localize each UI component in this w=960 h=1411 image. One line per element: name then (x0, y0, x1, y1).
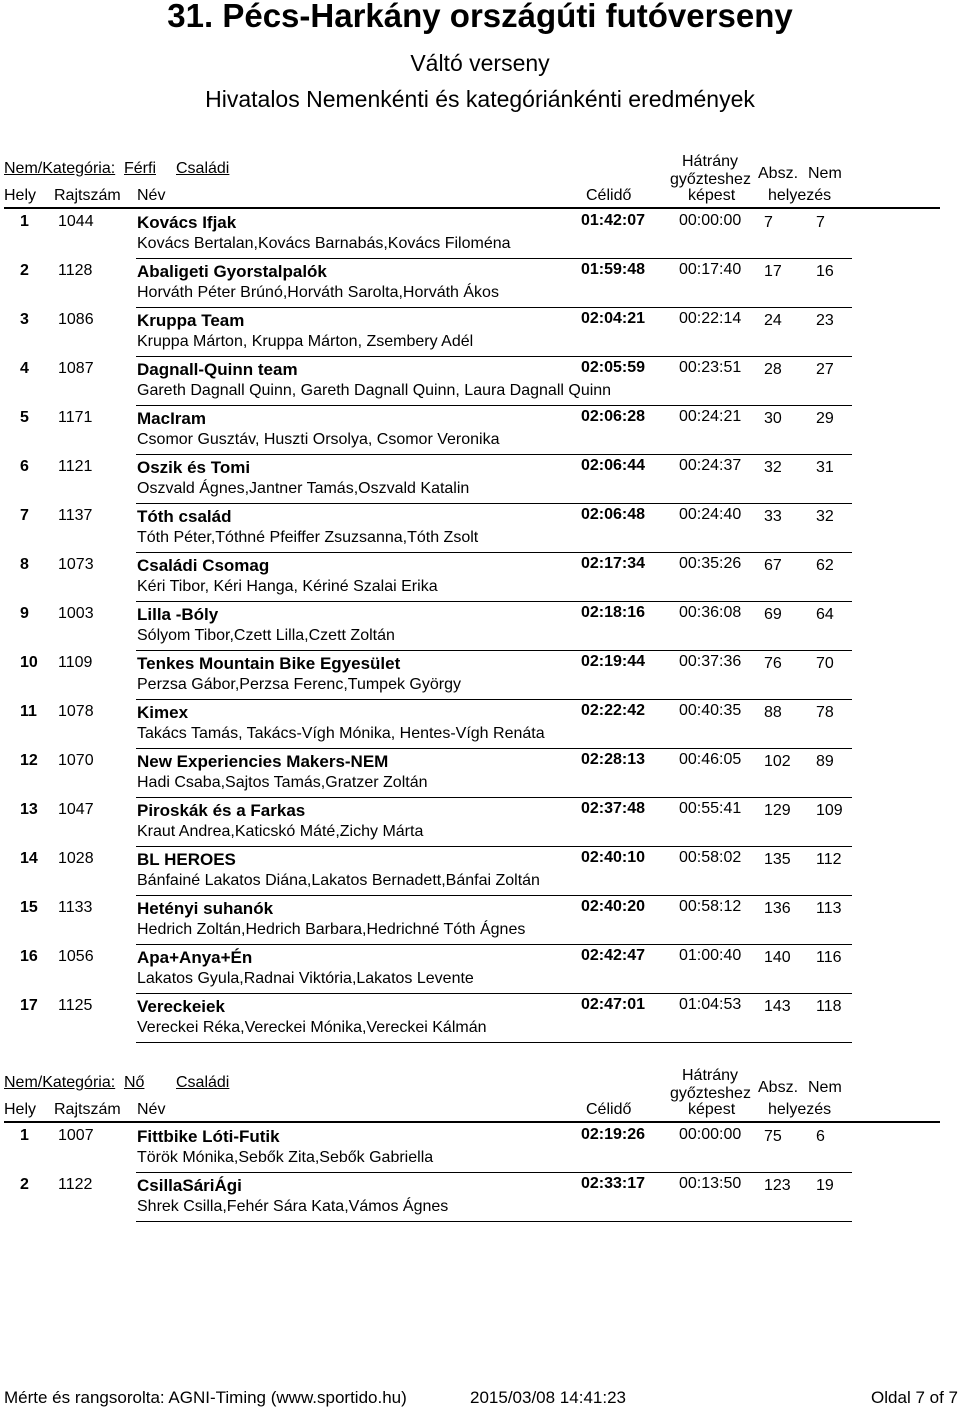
result-place: 9 (20, 605, 29, 622)
result-gender-place: 31 (816, 459, 834, 476)
result-team-members: Török Mónika,Sebők Zita,Sebők Gabriella (137, 1149, 434, 1166)
result-place: 16 (20, 948, 38, 965)
column-header-gyozteshez: győzteshez (670, 1085, 751, 1102)
footer-timestamp: 2015/03/08 14:41:23 (470, 1388, 626, 1407)
result-team-members: Shrek Csilla,Fehér Sára Kata,Vámos Ágnes (137, 1198, 449, 1215)
result-gender-place: 23 (816, 312, 834, 329)
result-row (0, 407, 960, 456)
result-bib: 1137 (58, 507, 93, 524)
category-name: Családi (176, 1074, 230, 1091)
result-finish-time: 02:47:01 (581, 996, 646, 1013)
column-header-hely: Hely (4, 187, 37, 204)
result-time-behind: 00:00:00 (679, 1126, 742, 1143)
result-finish-time: 01:59:48 (581, 261, 646, 278)
result-team-name: Piroskák és a Farkas (137, 801, 306, 820)
result-row (0, 995, 960, 1044)
column-header-rajtszam: Rajtszám (54, 1101, 121, 1118)
result-row (0, 652, 960, 701)
result-bib: 1070 (58, 752, 94, 769)
category-label: Nem/Kategória: (4, 160, 116, 177)
row-divider (136, 503, 852, 504)
column-header-kepest: képest (688, 1101, 736, 1118)
result-team-members: Csomor Gusztáv, Huszti Orsolya, Csomor Veronika (137, 431, 500, 448)
result-team-name: Lilla -Bóly (137, 605, 219, 624)
footer-credit: Mérte és rangsorolta: AGNI-Timing (www.sportido.hu) (4, 1388, 407, 1407)
row-divider (136, 944, 852, 945)
result-row (0, 1125, 960, 1174)
result-team-members: Gareth Dagnall Quinn, Gareth Dagnall Quinn, Laura Dagnall Quinn (137, 382, 612, 399)
result-time-behind: 00:36:08 (679, 604, 742, 621)
result-gender-place: 64 (816, 606, 834, 623)
result-row (0, 701, 960, 750)
result-time-behind: 00:23:51 (679, 359, 742, 376)
row-divider (136, 1042, 852, 1043)
results-list (0, 1125, 960, 1223)
result-overall-place: 69 (764, 606, 782, 623)
result-team-name: Kruppa Team (137, 311, 245, 330)
result-team-members: Hedrich Zoltán,Hedrich Barbara,Hedrichné Tóth Ágnes (137, 921, 526, 938)
result-overall-place: 67 (764, 557, 782, 574)
result-finish-time: 02:28:13 (581, 751, 646, 768)
results-section-no (0, 1067, 960, 1215)
result-time-behind: 00:24:37 (679, 457, 742, 474)
result-overall-place: 88 (764, 704, 782, 721)
result-overall-place: 76 (764, 655, 782, 672)
result-row (0, 1174, 960, 1223)
page-subtitle: Váltó verseny (410, 50, 550, 76)
result-team-name: Tenkes Mountain Bike Egyesület (137, 654, 401, 673)
result-bib: 1128 (58, 262, 93, 279)
result-gender-place: 6 (816, 1128, 825, 1145)
result-bib: 1003 (58, 605, 94, 622)
result-place: 10 (20, 654, 38, 671)
category-label: Nem/Kategória: (4, 1074, 116, 1091)
result-overall-place: 129 (764, 802, 791, 819)
result-finish-time: 02:06:28 (581, 408, 646, 425)
result-team-name: BL HEROES (137, 850, 236, 869)
row-divider (136, 405, 852, 406)
result-row (0, 897, 960, 946)
result-row (0, 848, 960, 897)
column-header-nev: Név (137, 187, 166, 204)
column-header-nem: Nem (808, 165, 842, 182)
result-place: 17 (20, 997, 38, 1014)
result-bib: 1056 (58, 948, 94, 965)
result-gender-place: 118 (816, 998, 842, 1015)
column-header-nev: Név (137, 1101, 166, 1118)
row-divider (136, 356, 852, 357)
row-divider (136, 699, 852, 700)
result-time-behind: 00:24:21 (679, 408, 742, 425)
result-overall-place: 143 (764, 998, 791, 1015)
result-team-name: New Experiencies Makers-NEM (137, 752, 389, 771)
result-place: 7 (20, 507, 29, 524)
column-header-helyezes: helyezés (768, 187, 832, 204)
result-bib: 1044 (58, 213, 94, 230)
result-team-name: Kimex (137, 703, 189, 722)
result-team-name: Dagnall-Quinn team (137, 360, 298, 379)
result-overall-place: 7 (764, 214, 773, 231)
result-time-behind: 01:00:40 (679, 947, 742, 964)
row-divider (136, 454, 852, 455)
result-bib: 1122 (58, 1176, 93, 1193)
column-header-gyozteshez: győzteshez (670, 171, 751, 188)
category-gender: Nő (124, 1074, 145, 1091)
result-gender-place: 19 (816, 1177, 834, 1194)
result-time-behind: 00:00:00 (679, 212, 742, 229)
row-divider (136, 993, 852, 994)
section-header (0, 153, 960, 205)
result-gender-place: 78 (816, 704, 834, 721)
result-bib: 1087 (58, 360, 94, 377)
result-finish-time: 02:40:10 (581, 849, 646, 866)
result-finish-time: 02:33:17 (581, 1175, 646, 1192)
column-header-absz: Absz. (758, 1079, 799, 1096)
result-finish-time: 02:19:44 (581, 653, 646, 670)
result-row (0, 799, 960, 848)
column-header-absz: Absz. (758, 165, 799, 182)
result-bib: 1125 (58, 997, 93, 1014)
result-team-name: CsillaSáriÁgi (137, 1176, 242, 1195)
result-overall-place: 28 (764, 361, 782, 378)
result-bib: 1073 (58, 556, 94, 573)
column-header-hatrany: Hátrány (682, 153, 739, 170)
column-header-hatrany: Hátrány (682, 1067, 739, 1084)
result-time-behind: 00:46:05 (679, 751, 742, 768)
result-overall-place: 32 (764, 459, 782, 476)
category-gender: Férfi (124, 160, 156, 177)
page-title: 31. Pécs-Harkány országúti futóverseny (167, 0, 793, 34)
result-team-name: Abaligeti Gyorstalpalók (137, 262, 327, 281)
result-team-name: Családi Csomag (137, 556, 270, 575)
result-team-name: Fittbike Lóti-Futik (137, 1127, 280, 1146)
result-row (0, 456, 960, 505)
result-time-behind: 00:40:35 (679, 702, 742, 719)
row-divider (136, 552, 852, 553)
result-team-name: MacIram (137, 409, 206, 428)
result-team-members: Sólyom Tibor,Czett Lilla,Czett Zoltán (137, 627, 395, 644)
result-overall-place: 140 (764, 949, 791, 966)
result-row (0, 505, 960, 554)
result-overall-place: 24 (764, 312, 782, 329)
result-time-behind: 00:24:40 (679, 506, 742, 523)
result-gender-place: 70 (816, 655, 834, 672)
result-time-behind: 00:17:40 (679, 261, 742, 278)
result-time-behind: 01:04:53 (679, 996, 742, 1013)
result-time-behind: 00:13:50 (679, 1175, 742, 1192)
result-time-behind: 00:55:41 (679, 800, 742, 817)
result-row (0, 946, 960, 995)
column-header-celido: Célidő (586, 1101, 632, 1118)
result-finish-time: 02:17:34 (581, 555, 646, 572)
result-row (0, 750, 960, 799)
row-divider (136, 1221, 852, 1222)
result-team-members: Takács Tamás, Takács-Vígh Mónika, Hentes-Vígh Renáta (137, 725, 545, 742)
result-bib: 1078 (58, 703, 94, 720)
result-gender-place: 32 (816, 508, 834, 525)
result-time-behind: 00:22:14 (679, 310, 742, 327)
result-finish-time: 02:06:48 (581, 506, 646, 523)
column-header-kepest: képest (688, 187, 736, 204)
result-place: 2 (20, 1176, 29, 1193)
result-gender-place: 112 (816, 851, 842, 868)
footer-page-number: Oldal 7 of 7 (871, 1388, 958, 1407)
result-place: 5 (20, 409, 29, 426)
result-gender-place: 109 (816, 802, 843, 819)
result-bib: 1121 (58, 458, 93, 475)
result-time-behind: 00:58:12 (679, 898, 742, 915)
result-time-behind: 00:35:26 (679, 555, 742, 572)
result-row (0, 309, 960, 358)
result-gender-place: 29 (816, 410, 834, 427)
result-finish-time: 02:19:26 (581, 1126, 646, 1143)
result-team-name: Tóth család (137, 507, 232, 526)
result-team-members: Vereckei Réka,Vereckei Mónika,Vereckei Kálmán (137, 1019, 487, 1036)
column-header-celido: Célidő (586, 187, 632, 204)
result-team-members: Horváth Péter Brúnó,Horváth Sarolta,Horváth Ákos (137, 284, 499, 301)
result-place: 13 (20, 801, 38, 818)
result-team-members: Perzsa Gábor,Perzsa Ferenc,Tumpek György (137, 676, 461, 693)
result-gender-place: 27 (816, 361, 834, 378)
result-place: 12 (20, 752, 38, 769)
result-overall-place: 33 (764, 508, 782, 525)
category-name: Családi (176, 160, 230, 177)
result-team-name: Vereckeiek (137, 997, 225, 1016)
result-overall-place: 30 (764, 410, 782, 427)
result-finish-time: 02:05:59 (581, 359, 646, 376)
result-row (0, 603, 960, 652)
column-header-nem: Nem (808, 1079, 842, 1096)
result-finish-time: 02:18:16 (581, 604, 646, 621)
result-bib: 1028 (58, 850, 94, 867)
result-gender-place: 113 (816, 900, 842, 917)
section-header (0, 1067, 960, 1119)
result-place: 14 (20, 850, 38, 867)
result-team-members: Oszvald Ágnes,Jantner Tamás,Oszvald Katalin (137, 480, 470, 497)
row-divider (136, 895, 852, 896)
result-row (0, 211, 960, 260)
result-gender-place: 116 (816, 949, 842, 966)
result-team-members: Tóth Péter,Tóthné Pfeiffer Zsuzsanna,Tóth Zsolt (137, 529, 479, 546)
row-divider (136, 846, 852, 847)
result-gender-place: 62 (816, 557, 834, 574)
result-team-members: Lakatos Gyula,Radnai Viktória,Lakatos Levente (137, 970, 474, 987)
result-place: 3 (20, 311, 29, 328)
result-place: 8 (20, 556, 29, 573)
row-divider (136, 748, 852, 749)
result-team-name: Apa+Anya+Én (137, 948, 253, 967)
result-place: 1 (20, 1127, 29, 1144)
result-place: 11 (20, 703, 37, 720)
result-place: 4 (20, 360, 29, 377)
result-team-name: Oszik és Tomi (137, 458, 251, 477)
result-bib: 1109 (58, 654, 93, 671)
result-gender-place: 7 (816, 214, 825, 231)
header-divider (4, 1121, 940, 1123)
row-divider (136, 1172, 852, 1173)
result-row (0, 554, 960, 603)
result-team-members: Kéri Tibor, Kéri Hanga, Kériné Szalai Erika (137, 578, 438, 595)
result-finish-time: 02:37:48 (581, 800, 646, 817)
result-team-members: Hadi Csaba,Sajtos Tamás,Gratzer Zoltán (137, 774, 428, 791)
result-place: 1 (20, 213, 29, 230)
result-team-name: Kovács Ifjak (137, 213, 237, 232)
column-header-helyezes: helyezés (768, 1101, 832, 1118)
column-header-hely: Hely (4, 1101, 37, 1118)
result-bib: 1047 (58, 801, 94, 818)
result-overall-place: 102 (764, 753, 791, 770)
result-finish-time: 02:06:44 (581, 457, 646, 474)
result-place: 15 (20, 899, 38, 916)
result-team-members: Kovács Bertalan,Kovács Barnabás,Kovács Filoména (137, 235, 511, 252)
result-finish-time: 01:42:07 (581, 212, 646, 229)
result-overall-place: 75 (764, 1128, 782, 1145)
row-divider (136, 650, 852, 651)
results-section-ferfi (0, 153, 960, 1036)
result-time-behind: 00:37:36 (679, 653, 742, 670)
row-divider (136, 797, 852, 798)
result-row (0, 358, 960, 407)
result-place: 2 (20, 262, 29, 279)
results-list (0, 211, 960, 1044)
row-divider (136, 258, 852, 259)
result-finish-time: 02:42:47 (581, 947, 646, 964)
result-team-members: Bánfainé Lakatos Diána,Lakatos Bernadett,Bánfai Zoltán (137, 872, 540, 889)
result-finish-time: 02:22:42 (581, 702, 646, 719)
row-divider (136, 307, 852, 308)
page-subtitle-secondary: Hivatalos Nemenkénti és kategóriánkénti eredmények (205, 86, 755, 112)
row-divider (136, 601, 852, 602)
column-header-rajtszam: Rajtszám (54, 187, 121, 204)
result-overall-place: 135 (764, 851, 791, 868)
result-gender-place: 89 (816, 753, 834, 770)
result-bib: 1133 (58, 899, 93, 916)
result-row (0, 260, 960, 309)
result-gender-place: 16 (816, 263, 834, 280)
result-team-members: Kraut Andrea,Katicskó Máté,Zichy Márta (137, 823, 424, 840)
result-team-name: Hetényi suhanók (137, 899, 274, 918)
result-time-behind: 00:58:02 (679, 849, 742, 866)
result-overall-place: 123 (764, 1177, 791, 1194)
result-bib: 1171 (58, 409, 93, 426)
header-divider (4, 207, 940, 209)
result-team-members: Kruppa Márton, Kruppa Márton, Zsembery Adél (137, 333, 474, 350)
result-finish-time: 02:04:21 (581, 310, 646, 327)
result-overall-place: 136 (764, 900, 791, 917)
result-place: 6 (20, 458, 29, 475)
result-overall-place: 17 (764, 263, 782, 280)
result-bib: 1007 (58, 1127, 94, 1144)
result-finish-time: 02:40:20 (581, 898, 646, 915)
result-bib: 1086 (58, 311, 94, 328)
